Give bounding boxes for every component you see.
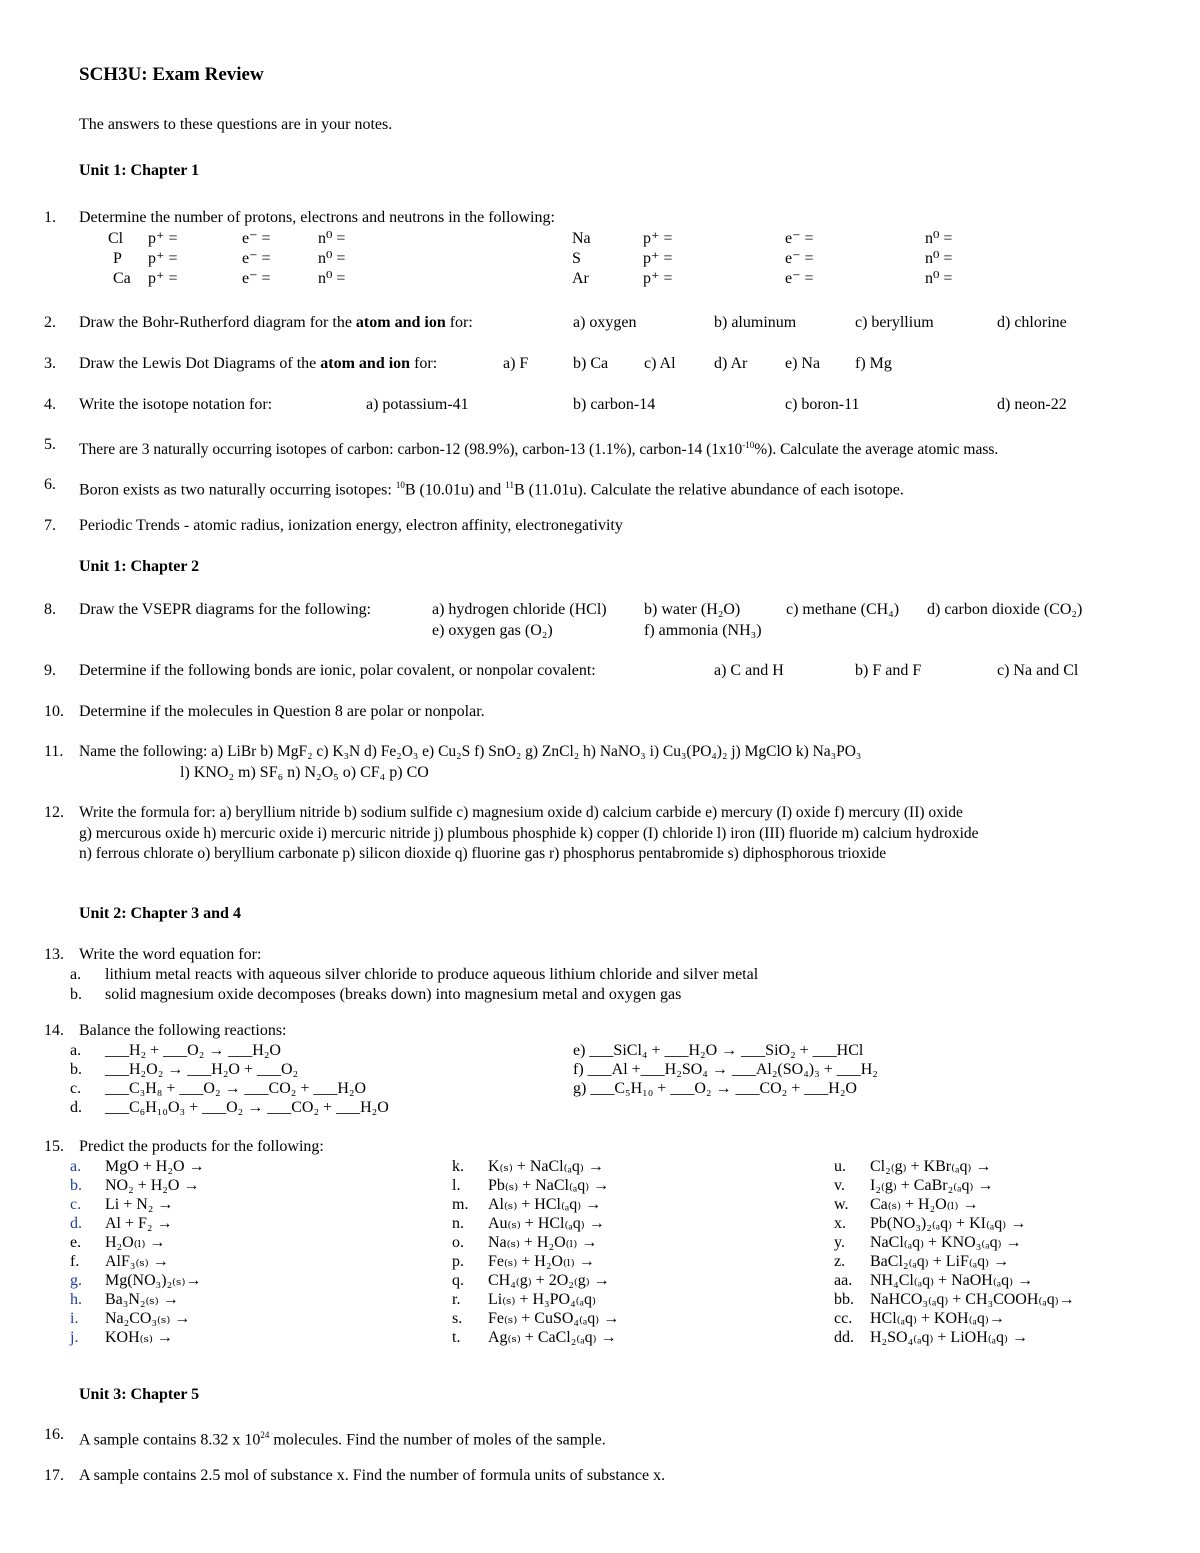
q2-option: b) aluminum <box>714 314 797 331</box>
q14-equation: ___H₂ + ___O₂ → ___H₂O <box>105 1042 281 1059</box>
q15-label: a. <box>70 1158 82 1175</box>
q15-equation: Li + N₂ → <box>105 1196 174 1213</box>
question-number: 6. <box>44 476 56 493</box>
q16-text: A sample contains 8.32 x $10^{24}$ molecules. Find the number of moles of the sample. <box>79 1430 606 1449</box>
q14-equation: g) ___C₅H₁₀ + ___O₂ → ___CO₂ + ___H₂O <box>573 1080 857 1097</box>
q13-label: b. <box>70 986 82 1003</box>
q15-label: l. <box>452 1177 461 1194</box>
q1-electrons: e⁻ = <box>242 270 271 287</box>
q6-text: Boron exists as two naturally occurring isotopes: $^{10}$B (10.01u) and $^{11}$B (11.01u). Calculate the relative abundance of each isotope. <box>79 480 904 499</box>
q15-label: cc. <box>834 1310 853 1327</box>
q15-label: b. <box>70 1177 82 1194</box>
question-number: 9. <box>44 662 56 679</box>
q7-text: Periodic Trends - atomic radius, ionization energy, electron affinity, electronegativity <box>79 517 623 534</box>
q15-label: v. <box>834 1177 845 1194</box>
q3-option: e) Na <box>785 355 821 372</box>
q9-option: c) Na and Cl <box>997 662 1079 679</box>
q12-line: g) mercurous oxide h) mercuric oxide i) mercuric nitride j) plumbous phosphide k) copper (I) chloride l) iron (III) fluoride m) calcium hydroxide <box>79 825 979 842</box>
q15-equation: Ca₍ₛ₎ + H₂O₍ₗ₎ → <box>870 1196 979 1213</box>
q15-equation: I₂₍g₎ + CaBr₂₍ₐq₎ → <box>870 1177 994 1194</box>
q15-equation: Al₍ₛ₎ + HCl₍ₐq₎ → <box>488 1196 602 1213</box>
q1-electrons: e⁻ = <box>785 230 814 247</box>
unit1-chapter2-heading: Unit 1: Chapter 2 <box>79 558 200 575</box>
q9-option: b) F and F <box>855 662 922 679</box>
q3-option: d) Ar <box>714 355 748 372</box>
q1-neutrons: n⁰ = <box>318 270 346 287</box>
q15-equation: Li₍ₛ₎ + H₃PO₄₍ₐq₎ <box>488 1291 596 1308</box>
question-number: 15. <box>44 1138 64 1155</box>
q1-protons: p⁺ = <box>643 250 673 267</box>
q15-label: c. <box>70 1196 82 1213</box>
q15-label: z. <box>834 1253 846 1270</box>
q15-label: y. <box>834 1234 845 1251</box>
q15-label: n. <box>452 1215 464 1232</box>
q14-label: d. <box>70 1099 82 1116</box>
q8-text: Draw the VSEPR diagrams for the following: <box>79 601 372 618</box>
q1-neutrons: n⁰ = <box>925 230 953 247</box>
q1-element: Na <box>572 230 591 247</box>
q11-line: Name the following: a) LiBr b) MgF₂ c) K₃N d) Fe₂O₃ e) Cu₂S f) SnO₂ g) ZnCl₂ h) NaNO₃ i) Cu₃(PO₄)₂ j) MgClO k) Na₃PO₃ <box>79 743 862 760</box>
q15-equation: Cl₂₍g₎ + KBr₍ₐq₎ → <box>870 1158 992 1175</box>
q15-equation: Pb₍ₛ₎ + NaCl₍ₐq₎ → <box>488 1177 610 1194</box>
q8-option: e) oxygen gas (O₂) <box>432 622 553 639</box>
q15-label: q. <box>452 1272 464 1289</box>
q14-text: Balance the following reactions: <box>79 1022 287 1039</box>
question-number: 11. <box>44 743 64 760</box>
q12-line: Write the formula for: a) beryllium nitride b) sodium sulfide c) magnesium oxide d) calcium carbide e) mercury (I) oxide f) mercury (II) oxide <box>79 804 963 821</box>
q4-option: b) carbon-14 <box>573 396 656 413</box>
q15-label: d. <box>70 1215 82 1232</box>
q15-label: f. <box>70 1253 80 1270</box>
q2-text: Draw the Bohr-Rutherford diagram for the atom and ion for: <box>79 314 473 331</box>
unit1-chapter1-heading: Unit 1: Chapter 1 <box>79 162 200 179</box>
q15-label: k. <box>452 1158 464 1175</box>
q1-element: Ca <box>113 270 131 287</box>
q15-equation: KOH₍ₛ₎ → <box>105 1329 173 1346</box>
q3-text: Draw the Lewis Dot Diagrams of the atom and ion for: <box>79 355 438 372</box>
q15-equation: Na₍ₛ₎ + H₂O₍ₗ₎ → <box>488 1234 598 1251</box>
q15-equation: BaCl₂₍ₐq₎ + LiF₍ₐq₎ → <box>870 1253 1010 1270</box>
page-title: SCH3U: Exam Review <box>79 64 264 85</box>
q1-electrons: e⁻ = <box>242 230 271 247</box>
question-number: 2. <box>44 314 56 331</box>
q15-label: w. <box>834 1196 849 1213</box>
q15-equation: NH₄Cl₍ₐq₎ + NaOH₍ₐq₎ → <box>870 1272 1034 1289</box>
q15-equation: MgO + H₂O → <box>105 1158 205 1175</box>
q14-equation: ___H₂O₂ → ___H₂O + ___O₂ <box>105 1061 299 1078</box>
q15-label: u. <box>834 1158 846 1175</box>
q1-protons: p⁺ = <box>643 230 673 247</box>
q3-option: c) Al <box>644 355 676 372</box>
q15-equation: H₂SO₄₍ₐq₎ + LiOH₍ₐq₎ → <box>870 1329 1028 1346</box>
q15-equation: NaHCO₃₍ₐq₎ + CH₃COOH₍ₐq₎→ <box>870 1291 1075 1308</box>
q15-equation: H₂O₍ₗ₎ → <box>105 1234 166 1251</box>
q1-neutrons: n⁰ = <box>318 250 346 267</box>
q2-option: d) chlorine <box>997 314 1067 331</box>
q10-text: Determine if the molecules in Question 8 are polar or nonpolar. <box>79 703 485 720</box>
q9-text: Determine if the following bonds are ionic, polar covalent, or nonpolar covalent: <box>79 662 596 679</box>
q15-label: t. <box>452 1329 461 1346</box>
q15-equation: Mg(NO₃)₂₍ₛ₎→ <box>105 1272 202 1289</box>
q2-option: a) oxygen <box>573 314 637 331</box>
q15-label: g. <box>70 1272 82 1289</box>
q2-option: c) beryllium <box>855 314 934 331</box>
q15-label: o. <box>452 1234 464 1251</box>
q1-protons: p⁺ = <box>148 250 178 267</box>
question-number: 14. <box>44 1022 64 1039</box>
q1-element: Cl <box>108 230 124 247</box>
intro-text: The answers to these questions are in your notes. <box>79 116 393 133</box>
question-number: 1. <box>44 209 56 226</box>
q15-equation: CH₄₍g₎ + 2O₂₍g₎ → <box>488 1272 610 1289</box>
q1-text: Determine the number of protons, electrons and neutrons in the following: <box>79 209 555 226</box>
q15-equation: Al + F₂ → <box>105 1215 173 1232</box>
q15-label: aa. <box>834 1272 853 1289</box>
q8-option: a) hydrogen chloride (HCl) <box>432 601 607 618</box>
q4-option: c) boron-11 <box>785 396 860 413</box>
q15-equation: AlF₃₍ₛ₎ → <box>105 1253 169 1270</box>
q14-equation: f) ___Al +___H₂SO₄ → ___Al₂(SO₄)₃ + ___H₂ <box>573 1061 878 1078</box>
q15-label: e. <box>70 1234 82 1251</box>
q15-text: Predict the products for the following: <box>79 1138 324 1155</box>
q1-element: Ar <box>572 270 589 287</box>
q15-label: j. <box>70 1329 79 1346</box>
question-number: 10. <box>44 703 64 720</box>
q8-option: b) water (H₂O) <box>644 601 741 618</box>
q4-text: Write the isotope notation for: <box>79 396 273 413</box>
q15-label: x. <box>834 1215 846 1232</box>
q11-line: l) KNO₂ m) SF₆ n) N₂O₅ o) CF₄ p) CO <box>180 764 429 781</box>
q1-electrons: e⁻ = <box>242 250 271 267</box>
q15-equation: HCl₍ₐq₎ + KOH₍ₐq₎→ <box>870 1310 1005 1327</box>
q3-option: a) F <box>503 355 529 372</box>
question-number: 13. <box>44 946 64 963</box>
q14-label: b. <box>70 1061 82 1078</box>
q15-equation: Fe₍ₛ₎ + H₂O₍ₗ₎ → <box>488 1253 595 1270</box>
question-number: 12. <box>44 804 64 821</box>
q14-label: c. <box>70 1080 82 1097</box>
unit2-chapter3and4-heading: Unit 2: Chapter 3 and 4 <box>79 905 241 922</box>
q14-equation: e) ___SiCl₄ + ___H₂O → ___SiO₂ + ___HCl <box>573 1042 864 1059</box>
q12-line: n) ferrous chlorate o) beryllium carbonate p) silicon dioxide q) fluorine gas r) phosphorus pentabromide s) diphosphorous trioxide <box>79 845 887 862</box>
q1-neutrons: n⁰ = <box>318 230 346 247</box>
question-number: 17. <box>44 1467 64 1484</box>
q5-text: There are 3 naturally occurring isotopes of carbon: carbon-12 (98.9%), carbon-13 (1.1%), carbon-14 $(1x10^{-10}\%)$. Calculate the average atomic mass. <box>79 440 999 459</box>
q1-neutrons: n⁰ = <box>925 250 953 267</box>
q4-option: d) neon-22 <box>997 396 1067 413</box>
q1-protons: p⁺ = <box>148 270 178 287</box>
q8-option: d) carbon dioxide (CO₂) <box>927 601 1083 618</box>
q4-option: a) potassium-41 <box>366 396 469 413</box>
q15-equation: Na₂CO₃₍ₛ₎ → <box>105 1310 191 1327</box>
question-number: 5. <box>44 436 56 453</box>
q15-label: h. <box>70 1291 82 1308</box>
q15-equation: Au₍ₛ₎ + HCl₍ₐq₎ → <box>488 1215 605 1232</box>
q15-equation: Pb(NO₃)₂₍ₐq₎ + KI₍ₐq₎ → <box>870 1215 1027 1232</box>
q15-equation: Ag₍ₛ₎ + CaCl₂₍ₐq₎ → <box>488 1329 617 1346</box>
q3-option: f) Mg <box>855 355 892 372</box>
q13-text: Write the word equation for: <box>79 946 262 963</box>
q17-text: A sample contains 2.5 mol of substance x. Find the number of formula units of substance x. <box>79 1467 666 1484</box>
q15-label: i. <box>70 1310 79 1327</box>
q8-option: c) methane (CH₄) <box>786 601 900 618</box>
unit3-chapter5-heading: Unit 3: Chapter 5 <box>79 1386 200 1403</box>
q1-electrons: e⁻ = <box>785 270 814 287</box>
q15-label: r. <box>452 1291 461 1308</box>
q14-equation: ___C₃H₈ + ___O₂ → ___CO₂ + ___H₂O <box>105 1080 367 1097</box>
question-number: 16. <box>44 1426 64 1443</box>
question-number: 3. <box>44 355 56 372</box>
q15-equation: Fe₍ₛ₎ + CuSO₄₍ₐq₎ → <box>488 1310 620 1327</box>
q15-label: p. <box>452 1253 464 1270</box>
q13-item: lithium metal reacts with aqueous silver chloride to produce aqueous lithium chloride and silver metal <box>105 966 759 983</box>
question-number: 8. <box>44 601 56 618</box>
q15-label: dd. <box>834 1329 854 1346</box>
q9-option: a) C and H <box>714 662 784 679</box>
q15-label: bb. <box>834 1291 854 1308</box>
question-number: 7. <box>44 517 56 534</box>
q14-label: a. <box>70 1042 82 1059</box>
q15-label: m. <box>452 1196 469 1213</box>
q3-option: b) Ca <box>573 355 609 372</box>
q1-element: S <box>572 250 581 267</box>
q14-equation: ___C₆H₁₀O₃ + ___O₂ → ___CO₂ + ___H₂O <box>105 1099 389 1116</box>
question-number: 4. <box>44 396 56 413</box>
q1-neutrons: n⁰ = <box>925 270 953 287</box>
q13-item: solid magnesium oxide decomposes (breaks down) into magnesium metal and oxygen gas <box>105 986 682 1003</box>
q13-label: a. <box>70 966 82 983</box>
q1-element: P <box>113 250 122 267</box>
q8-option: f) ammonia (NH₃) <box>644 622 762 639</box>
q15-equation: NO₂ + H₂O → <box>105 1177 200 1194</box>
q1-protons: p⁺ = <box>148 230 178 247</box>
q15-label: s. <box>452 1310 463 1327</box>
q15-equation: K₍ₛ₎ + NaCl₍ₐq₎ → <box>488 1158 604 1175</box>
q1-protons: p⁺ = <box>643 270 673 287</box>
q1-electrons: e⁻ = <box>785 250 814 267</box>
q15-equation: NaCl₍ₐq₎ + KNO₃₍ₐq₎ → <box>870 1234 1022 1251</box>
q15-equation: Ba₃N₂₍ₛ₎ → <box>105 1291 179 1308</box>
